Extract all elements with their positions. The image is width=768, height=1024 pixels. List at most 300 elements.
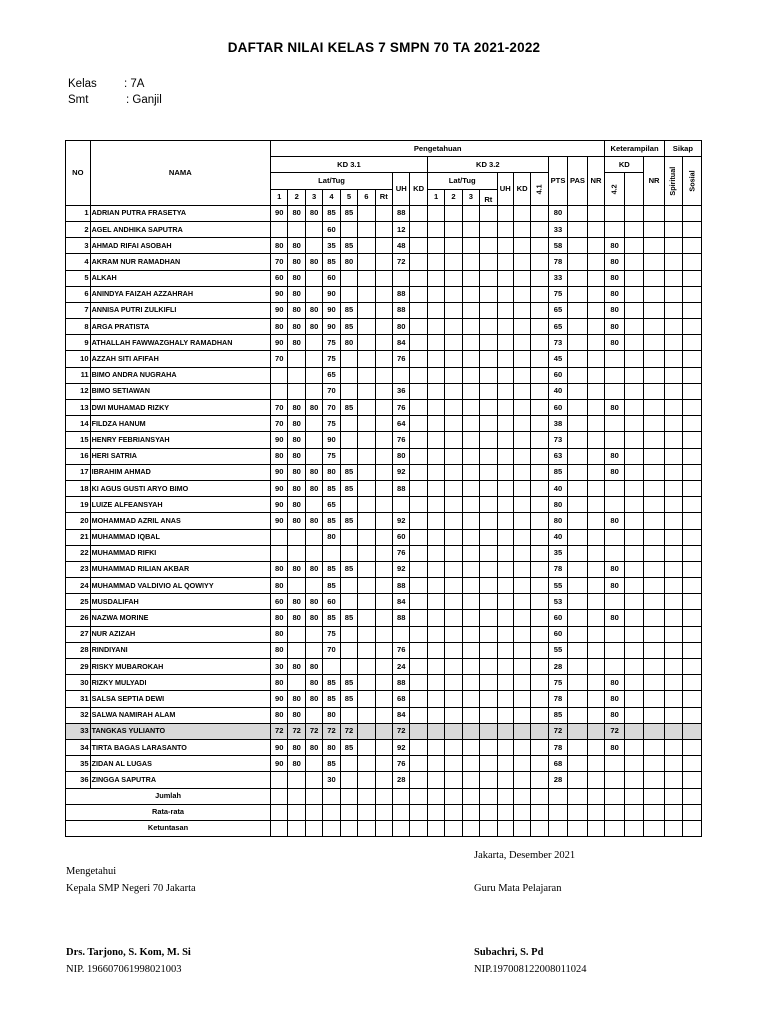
score-31-5 <box>340 529 357 545</box>
table-row <box>66 739 702 755</box>
empty-cell <box>427 561 444 577</box>
keterampilan-41: 80 <box>605 610 624 626</box>
empty-cell <box>664 529 682 545</box>
pas-score <box>568 270 587 286</box>
score-31-3: 80 <box>305 480 322 496</box>
row-no: 7 <box>66 302 91 318</box>
keterampilan-41: 80 <box>605 675 624 691</box>
pts-score: 60 <box>548 626 567 642</box>
score-31-3 <box>305 383 322 399</box>
empty-cell <box>497 335 513 351</box>
header-sosial: Sosial <box>683 157 702 206</box>
pts-score: 78 <box>548 561 567 577</box>
pas-score <box>568 432 587 448</box>
student-name: DWI MUHAMAD RIZKY <box>90 400 270 416</box>
pas-score <box>568 610 587 626</box>
score-31-2 <box>288 383 305 399</box>
empty-cell <box>410 578 427 594</box>
student-name: RIZKY MULYADI <box>90 675 270 691</box>
empty-cell <box>427 383 444 399</box>
empty-cell <box>445 464 462 480</box>
nr-score <box>587 351 605 367</box>
empty-cell <box>683 788 702 804</box>
empty-cell <box>340 788 357 804</box>
empty-cell <box>480 561 497 577</box>
header-uh-32: UH <box>497 173 513 205</box>
pas-score <box>568 707 587 723</box>
empty-cell <box>462 561 479 577</box>
empty-cell <box>462 529 479 545</box>
score-31-1: 80 <box>271 642 288 658</box>
table-row <box>66 367 702 383</box>
table-row <box>66 756 702 772</box>
empty-cell <box>445 383 462 399</box>
empty-cell <box>513 545 530 561</box>
score-31-5 <box>340 772 357 788</box>
empty-cell <box>531 561 548 577</box>
score-31-3 <box>305 448 322 464</box>
pts-score: 63 <box>548 448 567 464</box>
empty-cell <box>288 820 305 836</box>
empty-cell <box>462 270 479 286</box>
empty-cell <box>531 610 548 626</box>
pas-score <box>568 367 587 383</box>
empty-cell <box>462 448 479 464</box>
score-31-6 <box>358 497 375 513</box>
empty-cell <box>497 804 513 820</box>
empty-cell <box>288 788 305 804</box>
student-name: IBRAHIM AHMAD <box>90 464 270 480</box>
score-31-5 <box>340 448 357 464</box>
empty-cell <box>644 464 665 480</box>
empty-cell <box>410 335 427 351</box>
score-31-4: 75 <box>323 626 340 642</box>
empty-cell <box>445 254 462 270</box>
keterampilan-41 <box>605 756 624 772</box>
empty-cell <box>462 772 479 788</box>
empty-cell <box>393 804 410 820</box>
pas-score <box>568 691 587 707</box>
empty-cell <box>462 205 479 221</box>
pts-score: 85 <box>548 707 567 723</box>
empty-cell <box>427 820 444 836</box>
row-no: 9 <box>66 335 91 351</box>
empty-cell <box>513 659 530 675</box>
empty-cell <box>427 448 444 464</box>
empty-cell <box>531 254 548 270</box>
empty-cell <box>445 610 462 626</box>
empty-cell <box>462 820 479 836</box>
empty-cell <box>497 788 513 804</box>
empty-cell <box>410 497 427 513</box>
empty-cell <box>644 529 665 545</box>
empty-cell <box>445 820 462 836</box>
pas-score <box>568 723 587 739</box>
student-name: BIMO SETIAWAN <box>90 383 270 399</box>
empty-cell <box>445 497 462 513</box>
score-31-1 <box>271 383 288 399</box>
score-31-2 <box>288 675 305 691</box>
empty-cell <box>410 221 427 237</box>
pas-score <box>568 497 587 513</box>
empty-cell <box>644 578 665 594</box>
nr-score <box>587 400 605 416</box>
empty-cell <box>462 739 479 755</box>
student-name: TIRTA BAGAS LARASANTO <box>90 739 270 755</box>
uh-31: 92 <box>393 513 410 529</box>
empty-cell <box>513 529 530 545</box>
score-31-6 <box>358 691 375 707</box>
pas-score <box>568 626 587 642</box>
uh-31 <box>393 367 410 383</box>
footer-row-rata <box>66 804 702 820</box>
student-name: FILDZA HANUM <box>90 416 270 432</box>
empty-cell <box>427 723 444 739</box>
empty-cell <box>427 400 444 416</box>
empty-cell <box>664 480 682 496</box>
keterampilan-41: 80 <box>605 286 624 302</box>
nr-score <box>587 270 605 286</box>
pts-score: 75 <box>548 675 567 691</box>
empty-cell <box>624 529 643 545</box>
empty-cell <box>531 788 548 804</box>
empty-cell <box>531 319 548 335</box>
empty-cell <box>624 561 643 577</box>
pts-score: 28 <box>548 772 567 788</box>
empty-cell <box>683 383 702 399</box>
empty-cell <box>462 238 479 254</box>
uh-31: 88 <box>393 286 410 302</box>
empty-cell <box>445 302 462 318</box>
score-31-2: 80 <box>288 400 305 416</box>
table-row <box>66 286 702 302</box>
uh-31: 76 <box>393 351 410 367</box>
empty-cell <box>497 416 513 432</box>
score-31-rt <box>375 400 392 416</box>
empty-cell <box>445 659 462 675</box>
empty-cell <box>445 335 462 351</box>
score-31-4 <box>323 545 340 561</box>
empty-cell <box>644 448 665 464</box>
empty-cell <box>480 820 497 836</box>
empty-cell <box>644 335 665 351</box>
pas-score <box>568 302 587 318</box>
empty-cell <box>410 723 427 739</box>
empty-cell <box>683 804 702 820</box>
table-row <box>66 221 702 237</box>
uh-31: 76 <box>393 756 410 772</box>
score-31-3 <box>305 545 322 561</box>
pas-score <box>568 383 587 399</box>
pas-score <box>568 772 587 788</box>
empty-cell <box>480 513 497 529</box>
empty-cell <box>427 319 444 335</box>
empty-cell <box>683 561 702 577</box>
pas-score <box>568 286 587 302</box>
row-no: 15 <box>66 432 91 448</box>
empty-cell <box>462 691 479 707</box>
empty-cell <box>445 351 462 367</box>
score-31-3: 80 <box>305 675 322 691</box>
kelas-value: : 7A <box>124 78 145 90</box>
table-row <box>66 707 702 723</box>
nr-score <box>587 723 605 739</box>
empty-cell <box>410 448 427 464</box>
empty-cell <box>513 820 530 836</box>
score-31-3: 80 <box>305 659 322 675</box>
row-no: 2 <box>66 221 91 237</box>
empty-cell <box>513 513 530 529</box>
empty-cell <box>427 772 444 788</box>
uh-31: 48 <box>393 238 410 254</box>
score-31-3 <box>305 756 322 772</box>
empty-cell <box>513 416 530 432</box>
empty-cell <box>531 723 548 739</box>
empty-cell <box>531 642 548 658</box>
keterampilan-41: 80 <box>605 464 624 480</box>
keterampilan-41 <box>605 416 624 432</box>
empty-cell <box>513 480 530 496</box>
empty-cell <box>480 416 497 432</box>
empty-cell <box>410 610 427 626</box>
pts-score: 45 <box>548 351 567 367</box>
empty-cell <box>624 221 643 237</box>
score-31-6 <box>358 594 375 610</box>
empty-cell <box>462 545 479 561</box>
empty-cell <box>358 820 375 836</box>
score-31-3 <box>305 351 322 367</box>
table-row <box>66 578 702 594</box>
empty-cell <box>410 205 427 221</box>
empty-cell <box>393 820 410 836</box>
student-name: KI AGUS GUSTI ARYO BIMO <box>90 480 270 496</box>
header-nr: NR <box>587 157 605 206</box>
empty-cell <box>410 545 427 561</box>
empty-cell <box>497 205 513 221</box>
score-31-2: 80 <box>288 448 305 464</box>
empty-cell <box>462 480 479 496</box>
student-name: MUHAMMAD VALDIVIO AL QOWIYY <box>90 578 270 594</box>
empty-cell <box>683 270 702 286</box>
empty-cell <box>340 804 357 820</box>
score-31-6 <box>358 610 375 626</box>
empty-cell <box>480 319 497 335</box>
student-name: ADRIAN PUTRA FRASETYA <box>90 205 270 221</box>
row-no: 10 <box>66 351 91 367</box>
score-31-rt <box>375 270 392 286</box>
empty-cell <box>480 383 497 399</box>
row-no: 23 <box>66 561 91 577</box>
table-row <box>66 497 702 513</box>
score-31-rt <box>375 545 392 561</box>
keterampilan-41: 72 <box>605 723 624 739</box>
student-name: MUHAMMAD RIFKI <box>90 545 270 561</box>
empty-cell <box>664 448 682 464</box>
empty-cell <box>624 238 643 254</box>
empty-cell <box>624 383 643 399</box>
empty-cell <box>427 513 444 529</box>
empty-cell <box>644 432 665 448</box>
empty-cell <box>664 221 682 237</box>
pas-score <box>568 254 587 270</box>
score-31-1: 90 <box>271 480 288 496</box>
empty-cell <box>497 610 513 626</box>
nr-score <box>587 464 605 480</box>
empty-cell <box>480 480 497 496</box>
empty-cell <box>664 497 682 513</box>
nr-score <box>587 659 605 675</box>
keterampilan-41: 80 <box>605 691 624 707</box>
table-row <box>66 254 702 270</box>
score-31-1: 80 <box>271 238 288 254</box>
pas-score <box>568 221 587 237</box>
empty-cell <box>548 788 567 804</box>
student-name: MUHAMMAD RILIAN AKBAR <box>90 561 270 577</box>
nr-score <box>587 529 605 545</box>
empty-cell <box>462 416 479 432</box>
empty-cell <box>683 529 702 545</box>
empty-cell <box>427 626 444 642</box>
score-31-4: 35 <box>323 238 340 254</box>
kepala-nip: NIP. 196607061998021003 <box>66 964 182 975</box>
keterampilan-41: 80 <box>605 561 624 577</box>
score-31-5: 85 <box>340 675 357 691</box>
empty-cell <box>462 788 479 804</box>
empty-cell <box>624 335 643 351</box>
empty-cell <box>480 578 497 594</box>
pas-score <box>568 416 587 432</box>
pts-score: 35 <box>548 545 567 561</box>
empty-cell <box>683 400 702 416</box>
empty-cell <box>480 367 497 383</box>
pas-score <box>568 545 587 561</box>
score-31-4: 80 <box>323 464 340 480</box>
empty-cell <box>410 416 427 432</box>
score-31-2: 80 <box>288 302 305 318</box>
empty-cell <box>531 594 548 610</box>
row-no: 8 <box>66 319 91 335</box>
empty-cell <box>497 756 513 772</box>
score-31-3 <box>305 286 322 302</box>
nr-score <box>587 642 605 658</box>
empty-cell <box>683 480 702 496</box>
empty-cell <box>624 707 643 723</box>
empty-cell <box>624 464 643 480</box>
uh-31: 88 <box>393 302 410 318</box>
empty-cell <box>323 804 340 820</box>
score-31-3 <box>305 772 322 788</box>
empty-cell <box>410 626 427 642</box>
empty-cell <box>644 221 665 237</box>
row-no: 16 <box>66 448 91 464</box>
table-row <box>66 594 702 610</box>
keterampilan-41: 80 <box>605 254 624 270</box>
score-31-3 <box>305 416 322 432</box>
empty-cell <box>480 205 497 221</box>
score-31-5: 85 <box>340 513 357 529</box>
score-31-rt <box>375 286 392 302</box>
score-31-3: 80 <box>305 205 322 221</box>
empty-cell <box>427 739 444 755</box>
pts-score: 53 <box>548 594 567 610</box>
keterampilan-41 <box>605 642 624 658</box>
empty-cell <box>644 594 665 610</box>
empty-cell <box>305 820 322 836</box>
empty-cell <box>497 642 513 658</box>
empty-cell <box>462 286 479 302</box>
empty-cell <box>462 351 479 367</box>
empty-cell <box>375 788 392 804</box>
score-31-6 <box>358 578 375 594</box>
pts-score: 60 <box>548 610 567 626</box>
nr-score <box>587 319 605 335</box>
empty-cell <box>587 788 605 804</box>
smt-value: : Ganjil <box>126 94 162 106</box>
pas-score <box>568 238 587 254</box>
empty-cell <box>664 788 682 804</box>
table-row <box>66 675 702 691</box>
row-no: 3 <box>66 238 91 254</box>
score-31-3 <box>305 707 322 723</box>
score-31-1: 90 <box>271 335 288 351</box>
pts-score: 78 <box>548 739 567 755</box>
empty-cell <box>497 238 513 254</box>
empty-cell <box>462 335 479 351</box>
empty-cell <box>644 610 665 626</box>
uh-31: 84 <box>393 594 410 610</box>
empty-cell <box>445 319 462 335</box>
pas-score <box>568 335 587 351</box>
empty-cell <box>531 270 548 286</box>
empty-cell <box>664 804 682 820</box>
score-31-6 <box>358 707 375 723</box>
empty-cell <box>531 432 548 448</box>
empty-cell <box>683 610 702 626</box>
pts-score: 65 <box>548 302 567 318</box>
empty-cell <box>288 804 305 820</box>
table-row <box>66 626 702 642</box>
empty-cell <box>480 286 497 302</box>
empty-cell <box>531 351 548 367</box>
empty-cell <box>480 335 497 351</box>
keterampilan-41 <box>605 351 624 367</box>
table-row <box>66 400 702 416</box>
score-31-6 <box>358 723 375 739</box>
student-name: ANNISA PUTRI ZULKIFLI <box>90 302 270 318</box>
keterampilan-41: 80 <box>605 238 624 254</box>
empty-cell <box>497 772 513 788</box>
empty-cell <box>427 642 444 658</box>
score-31-4 <box>323 659 340 675</box>
empty-cell <box>664 594 682 610</box>
score-31-1 <box>271 545 288 561</box>
empty-cell <box>683 675 702 691</box>
pas-score <box>568 675 587 691</box>
empty-cell <box>445 238 462 254</box>
nr-score <box>587 480 605 496</box>
student-name: ALKAH <box>90 270 270 286</box>
empty-cell <box>445 367 462 383</box>
table-row <box>66 545 702 561</box>
empty-cell <box>462 659 479 675</box>
empty-cell <box>445 756 462 772</box>
pas-score <box>568 319 587 335</box>
empty-cell <box>445 804 462 820</box>
nr-score <box>587 594 605 610</box>
score-31-4: 65 <box>323 367 340 383</box>
pts-score: 65 <box>548 319 567 335</box>
score-31-1: 60 <box>271 270 288 286</box>
